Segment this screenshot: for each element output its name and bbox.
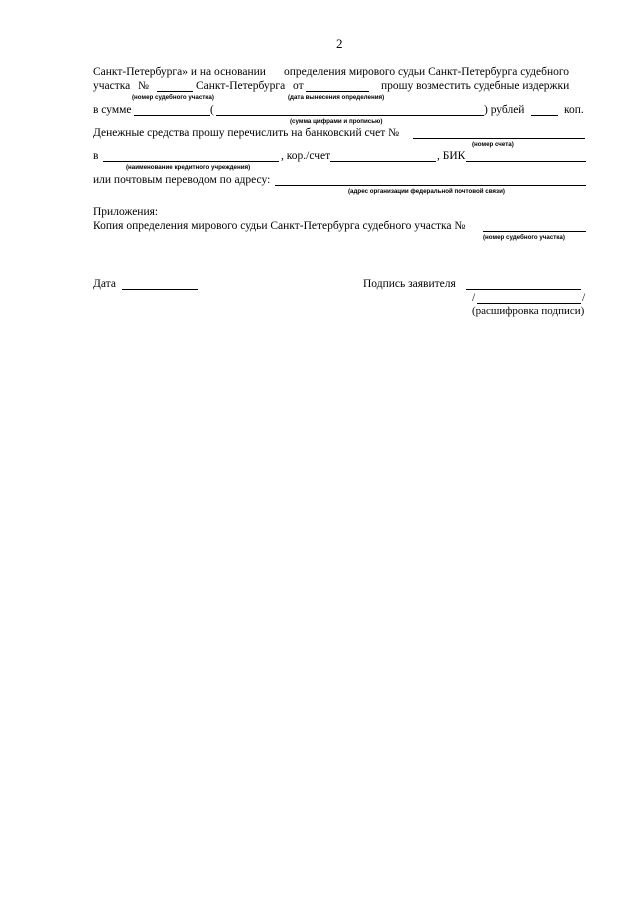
line3-rub: ) рублей (484, 104, 525, 116)
page-number: 2 (336, 36, 343, 51)
line4-text: Денежные средства прошу перечислить на банковский счет № (93, 127, 400, 139)
sum-words-field[interactable] (216, 115, 484, 116)
attachment-line: Копия определения мирового судьи Санкт-Петербурга судебного участка № (93, 220, 466, 232)
bank-name-field[interactable] (103, 161, 279, 162)
date-field[interactable] (122, 289, 198, 290)
account-number-field[interactable] (413, 138, 585, 139)
court-number-field[interactable] (157, 91, 193, 92)
line3-kop: коп. (564, 104, 584, 116)
signature-label: Подпись заявителя (363, 278, 456, 290)
line2-uchastka: участка (93, 80, 131, 92)
line6-text: или почтовым переводом по адресу: (93, 174, 271, 186)
sum-digits-field[interactable] (134, 115, 210, 116)
bik-field[interactable] (466, 161, 586, 162)
caption-court-number: (номер судебного участка) (132, 94, 214, 101)
decision-date-field[interactable] (306, 91, 369, 92)
caption-court-number-2: (номер судебного участка) (483, 234, 565, 241)
kopecks-field[interactable] (531, 115, 558, 116)
caption-post: (адрес организации федеральной почтовой связи) (348, 188, 505, 195)
line5-corr: , кор./счет (281, 150, 331, 162)
line3-prefix: в сумме (93, 104, 132, 116)
line1-part-b: определения мирового судьи Санкт-Петербурга судебного (284, 66, 570, 78)
corr-account-field[interactable] (330, 161, 436, 162)
signature-field[interactable] (466, 289, 581, 290)
date-label: Дата (93, 278, 116, 290)
line3-open-paren: ( (210, 104, 214, 116)
attachment-court-number-field[interactable] (483, 231, 586, 232)
line2-spb: Санкт-Петербурга (196, 80, 286, 92)
line1-part-a: Санкт-Петербурга» и на основании (93, 66, 266, 78)
slash-left: / (472, 292, 476, 304)
signature-decode-field[interactable] (477, 303, 581, 304)
caption-account: (номер счета) (472, 141, 514, 148)
line2-request: прошу возместить судебные издержки (381, 80, 570, 92)
line5-prefix: в (93, 150, 99, 162)
line2-ot: от (293, 80, 304, 92)
caption-bank: (наименование кредитного учреждения) (126, 164, 251, 171)
caption-decision-date: (дата вынесения определения) (288, 94, 385, 101)
post-address-field[interactable] (275, 185, 586, 186)
attachments-title: Приложения: (93, 206, 159, 218)
line5-bik: , БИК (437, 150, 466, 162)
caption-signature: (расшифровка подписи) (472, 305, 585, 317)
line2-number-sign: № (138, 80, 149, 92)
slash-right: / (582, 292, 586, 304)
caption-sum: (сумма цифрами и прописью) (290, 118, 383, 125)
